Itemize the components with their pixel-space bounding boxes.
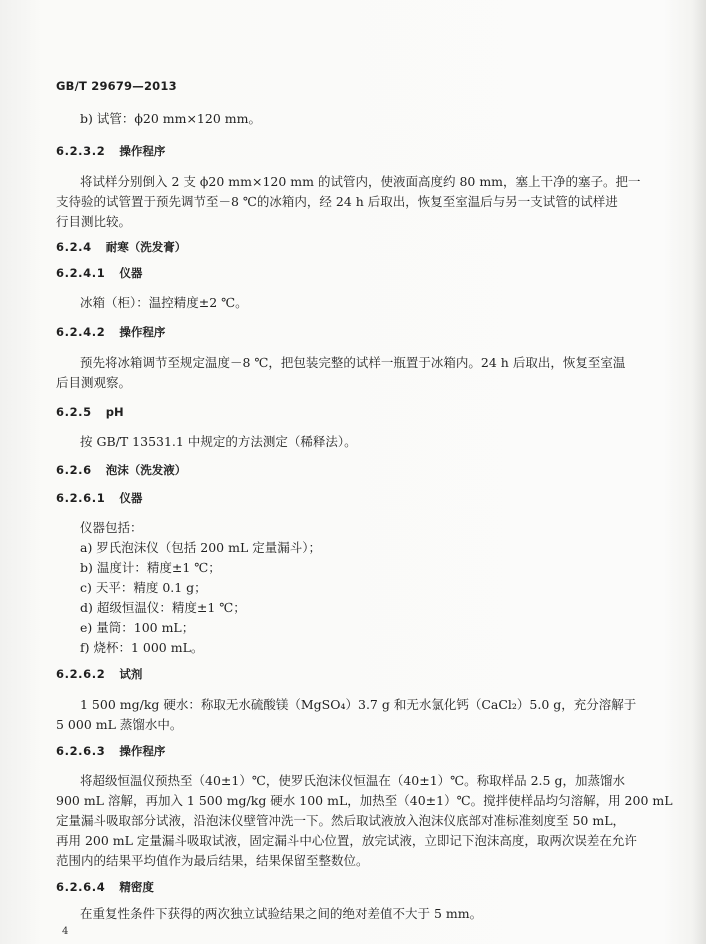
- list-item: b) 温度计：精度±1 ℃；: [80, 560, 221, 575]
- paragraph-line: 按 GB/T 13531.1 中规定的方法测定（稀释法）。: [80, 434, 357, 449]
- paragraph-line: 冰箱（柜）：温控精度±2 ℃。: [80, 295, 248, 310]
- section-title: 操作程序: [119, 744, 166, 758]
- section-heading-624: [56, 239, 186, 255]
- section-title: 泡沫（洗发液）: [105, 463, 187, 477]
- paragraph-line: 5 000 mL 蒸馏水中。: [56, 717, 183, 732]
- paragraph-line: 定量漏斗吸取部分试液，沿泡沫仪壁管冲洗一下。然后取试液放入泡沫仪底部对准标准刻度至 50 mL，: [56, 813, 626, 828]
- section-title: 仪器: [119, 266, 143, 280]
- section-title: 试剂: [119, 667, 143, 681]
- section-title: 操作程序: [119, 144, 166, 158]
- section-title: pH: [105, 405, 124, 419]
- list-item: f) 烧杯：1 000 mL。: [80, 640, 204, 655]
- paragraph-line: 仪器包括：: [80, 520, 143, 535]
- paragraph-line: 预先将冰箱调节至规定温度－8 ℃，把包装完整的试样一瓶置于冰箱内。24 h 后取出，恢复至室温: [80, 355, 626, 370]
- section-number: 6.2.6: [56, 463, 92, 477]
- paragraph-line: 范围内的结果平均值作为最后结果，结果保留至整数位。: [56, 853, 369, 868]
- page-edge-shadow: [692, 0, 706, 944]
- paragraph-line: 行目测比较。: [56, 214, 132, 229]
- paragraph-line: 后目测观察。: [56, 375, 132, 390]
- section-number: 6.2.6.2: [56, 667, 106, 681]
- section-number: 6.2.6.4: [56, 880, 106, 894]
- standard-number: GB/T 29679—2013: [56, 79, 177, 93]
- paragraph-line: 在重复性条件下获得的两次独立试验结果之间的绝对差值不大于 5 mm。: [80, 906, 483, 921]
- section-number: 6.2.4.1: [56, 266, 106, 280]
- section-title: 操作程序: [119, 325, 166, 339]
- section-heading-6262: [56, 666, 142, 682]
- section-number: 6.2.4: [56, 240, 92, 254]
- section-number: 6.2.3.2: [56, 144, 106, 158]
- paragraph-line: 再用 200 mL 定量漏斗吸取试液，固定漏斗中心位置，放完试液，立即记下泡沫高度，取两次误差在允许: [56, 833, 637, 848]
- paragraph-line: 900 mL 溶解，再加入 1 500 mg/kg 硬水 100 mL，加热至（40±1）℃。搅拌使样品均匀溶解，用 200 mL: [56, 793, 673, 808]
- section-number: 6.2.5: [56, 405, 92, 419]
- list-item: c) 天平：精度 0.1 g；: [80, 580, 207, 595]
- section-heading-6242: [56, 324, 165, 340]
- list-item: a) 罗氏泡沫仪（包括 200 mL 定量漏斗）；: [80, 540, 321, 555]
- list-item: d) 超级恒温仪：精度±1 ℃；: [80, 600, 246, 615]
- section-heading-626: [56, 462, 186, 478]
- paragraph-line: 将试样分别倒入 2 支 ϕ20 mm×120 mm 的试管内，使液面高度约 80 mm，塞上干净的塞子。把一: [80, 174, 641, 189]
- paragraph-line: 1 500 mg/kg 硬水：称取无水硫酸镁（MgSO₄）3.7 g 和无水氯化钙（CaCl₂）5.0 g，充分溶解于: [80, 697, 637, 712]
- section-heading-6264: [56, 879, 154, 895]
- section-number: 6.2.6.1: [56, 491, 106, 505]
- list-item: e) 量筒：100 mL；: [80, 620, 195, 635]
- list-item-b-test-tube: b) 试管：ϕ20 mm×120 mm。: [80, 111, 261, 126]
- section-title: 耐寒（洗发膏）: [105, 240, 187, 254]
- paragraph-line: 将超级恒温仪预热至（40±1）℃，使罗氏泡沫仪恒温在（40±1）℃。称取样品 2.5 g，加蒸馏水: [80, 773, 625, 788]
- section-heading-6241: [56, 265, 142, 281]
- section-number: 6.2.4.2: [56, 325, 106, 339]
- paragraph-line: 支待验的试管置于预先调节至－8 ℃的冰箱内，经 24 h 后取出，恢复至室温后与另一支试管的试样进: [56, 194, 618, 209]
- section-title: 仪器: [119, 491, 143, 505]
- section-heading-6232: [56, 143, 165, 159]
- section-heading-6261: [56, 490, 142, 506]
- section-heading-625: [56, 404, 124, 420]
- page-number: 4: [62, 926, 69, 937]
- section-number: 6.2.6.3: [56, 744, 106, 758]
- section-heading-6263: [56, 743, 165, 759]
- section-title: 精密度: [119, 880, 154, 894]
